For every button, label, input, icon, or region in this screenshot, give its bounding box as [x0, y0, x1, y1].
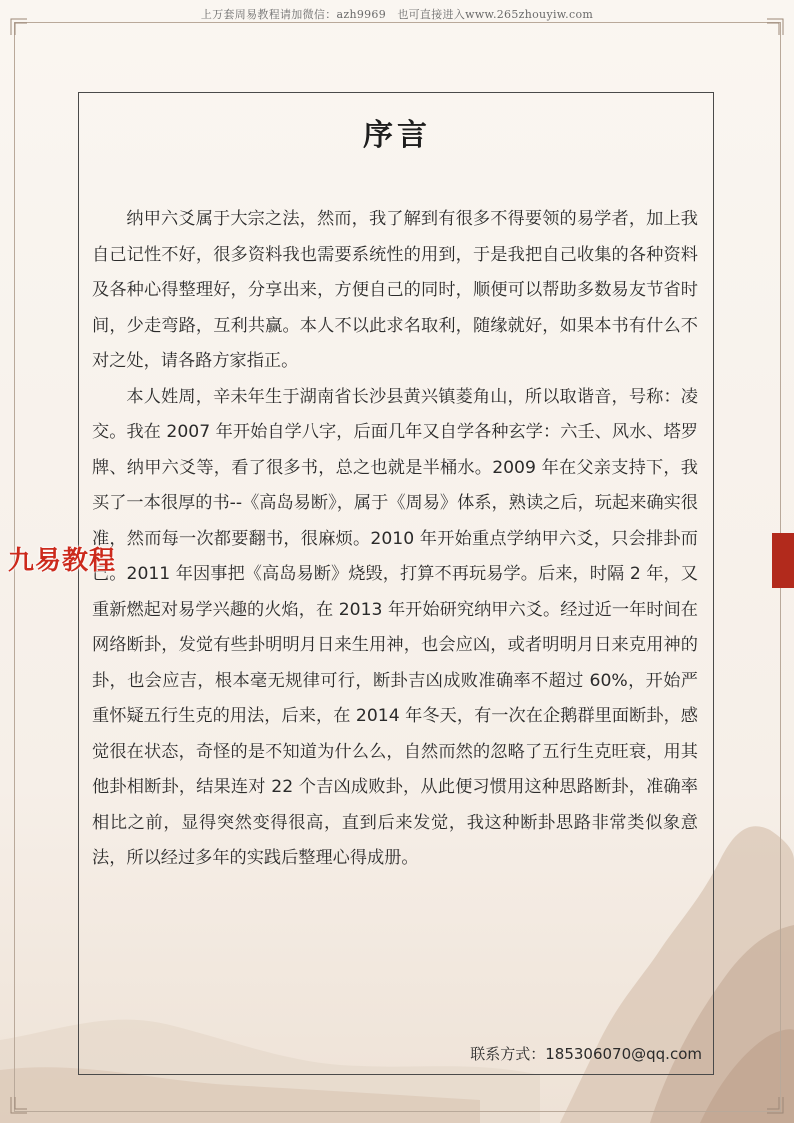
corner-ornament-icon [766, 18, 784, 36]
paragraph: 本人姓周，辛未年生于湖南省长沙县黄兴镇菱角山，所以取谐音，号称：凌交。我在 2007 年开始自学八字，后面几年又自学各种玄学：六壬、风水、塔罗牌、纳甲六爻等，看了很多书，总之也就是半桶水。2009 年在父亲支持下，我买了一本很厚的书--《高岛易断》，属于《周易》体系，熟读之后，玩起来确实很准，然而每一次都要翻书，很麻烦。2010 年开始重点学纳甲六爻，只会排卦而已。2011 年因事把《高岛易断》烧毁，打算不再玩易学。后来，时隔 2 年，又重新燃起对易学兴趣的火焰，在 2013 年开始研究纳甲六爻。经过近一年时间在网络断卦，发觉有些卦明明月日来生用神，也会应凶，或者明明月日来克用神的卦，也会应吉，根本毫无规律可行，断卦吉凶成败准确率不超过 60%，开始严重怀疑五行生克的用法，后来，在 2014 年冬天，有一次在企鹅群里面断卦，感觉很在状态，奇怪的是不知道为什么么，自然而然的忽略了五行生克旺衰，用其他卦相断卦，结果连对 22 个吉凶成败卦，从此便习惯用这种思路断卦，准确率相比之前，显得突然变得很高，直到后来发觉，我这种断卦思路非常类似象意法，所以经过多年的实践后整理心得成册。 [92, 386, 698, 868]
watermark-logo: 九易教程 [8, 546, 117, 576]
side-bookmark-tab [772, 533, 794, 588]
page-title: 序言 [363, 118, 431, 153]
corner-ornament-icon [10, 18, 28, 36]
paragraph: 纳甲六爻属于大宗之法，然而，我了解到有很多不得要领的易学者，加上我自己记性不好，很多资料我也需要系统性的用到，于是我把自己收集的各种资料及各种心得整理好，分享出来，方便自己的同时，顺便可以帮助多数易友节省时间，少走弯路，互利共赢。本人不以此求名取利，随缘就好，如果本书有什么不对之处，请各路方家指正。 [92, 209, 698, 371]
preface-body [92, 202, 698, 877]
corner-ornament-icon [10, 1096, 28, 1114]
corner-ornament-icon [766, 1096, 784, 1114]
header-notice: 上万套周易教程请加微信：azh9969 也可直接进入www.265zhouyiw.com [200, 8, 594, 21]
contact-line: 联系方式：185306070@qq.com [470, 1045, 702, 1063]
